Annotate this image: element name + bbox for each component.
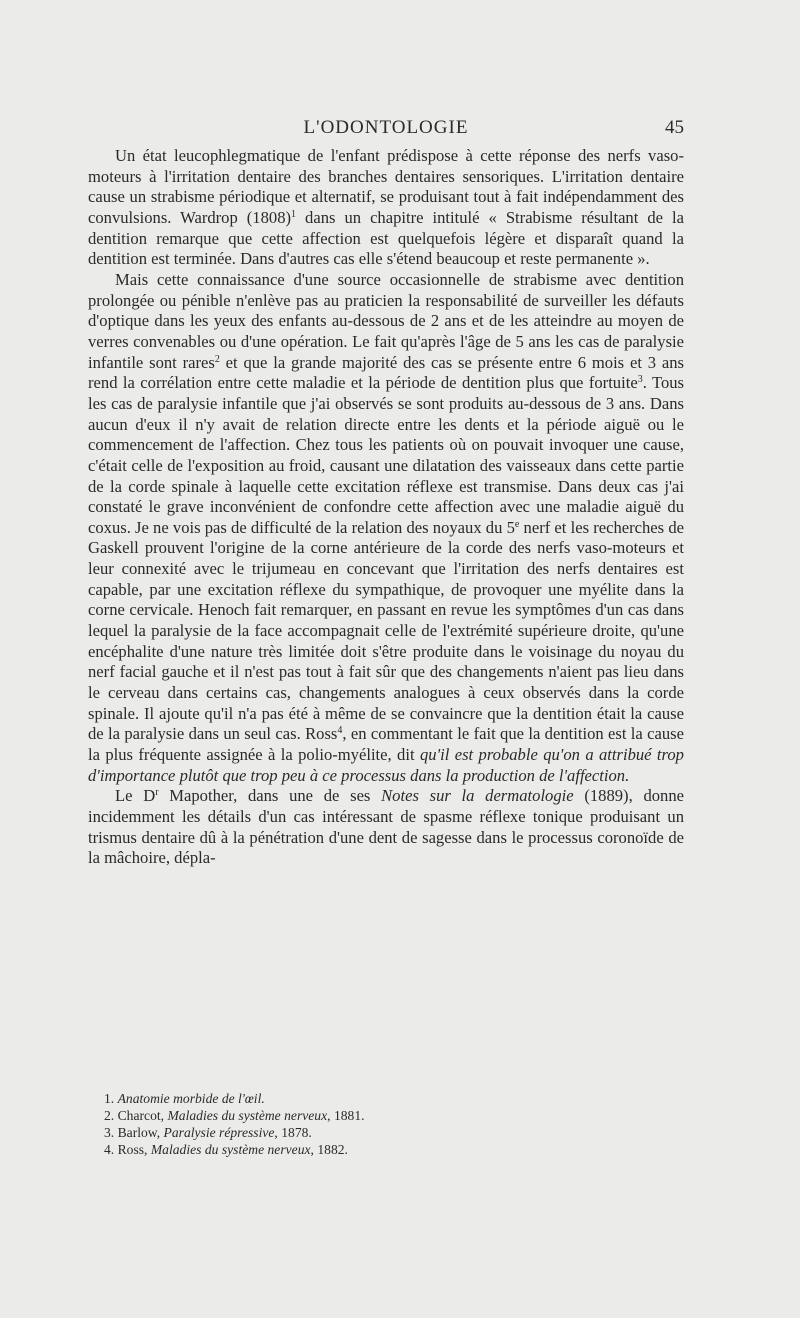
footnote-year: , 1878. (274, 1125, 312, 1140)
footnote-year: , 1881. (327, 1108, 365, 1123)
footnotes (104, 1090, 664, 1158)
text-run: , en commentant le fait que la dentition est la cause la plus fréquente assignée à la polio-myélite, dit (88, 724, 684, 765)
text-run: Mapother, dans une de ses (158, 786, 382, 806)
text-run: dans un chapitre intitulé « Strabisme résultant de la dentition remarque que cette affection est quelquefois légère et disparaît quand la dentition est terminée. Dans d'autres cas elle s'étend beaucoup et reste permanente ». (88, 207, 684, 269)
footnote-number: 4. (104, 1142, 115, 1157)
footnote-ref: 1 (291, 208, 297, 220)
page-header (88, 117, 684, 143)
footnote-number: 2. (104, 1108, 115, 1123)
footnote-title: Anatomie morbide de l'œil. (117, 1091, 265, 1106)
superscript: e (514, 518, 520, 530)
text-run: (1889), donne incidemment les détails d'un cas intéressant de spasme réflexe tonique produisant un trismus dentaire dû à la pénétration d'une dent de sagesse dans le processus coronoïde de la mâchoire, dépla- (88, 786, 684, 868)
footnote-ref: 4 (337, 725, 343, 737)
page-number: 45 (665, 117, 684, 138)
paragraph (88, 786, 684, 869)
footnote-ref: 2 (214, 353, 220, 365)
footnote-author: Charcot, (117, 1108, 168, 1123)
footnote-year: , 1882. (310, 1142, 348, 1157)
body-text (88, 146, 684, 869)
footnote-author: Ross, (117, 1142, 151, 1157)
text-run: nerf et les recherches de Gaskell prouvent l'origine de la corne antérieure de la corde des nerfs vaso-moteurs et leur connexité avec le trijumeau en concevant que l'irritation des nerfs dentaires est capable, par une excitation réflexe du sympathique, de provoquer une myélite dans la corne cervicale. Henoch fait remarquer, en passant en revue les symptômes d'un cas dans lequel la paralysie de la face accompagnait celle de l'extrémité supérieure droite, qu'une encéphalite d'une nature très limitée doit s'être produite dans le voisinage du noyau du nerf facial gauche et il n'est pas tout à fait sûr que des changements n'aient pas lieu dans le cerveau dans certains cas, changements analogues à ceux observés dans la corde spinale. Il ajoute qu'il n'a pas été à même de se convaincre que la dentition était la cause de la paralysie dans un seul cas. Ross (88, 517, 684, 744)
footnote-number: 3. (104, 1125, 115, 1140)
italic-title: Notes sur la dermatologie (381, 786, 574, 806)
footnote (104, 1107, 664, 1124)
footnote-number: 1. (104, 1091, 115, 1106)
footnote-ref: 3 (637, 374, 643, 386)
footnote (104, 1141, 664, 1158)
paragraph (88, 270, 684, 786)
text-run: . Tous les cas de paralysie infantile que j'ai observés se sont produits au-dessous de 3 ans. Dans aucun d'eux il n'y avait de relation directe entre les dents et la période aiguë ou le commencement de l'affection. Chez tous les patients où on pouvait invoquer une cause, c'était celle de l'exposition au froid, causant une dilatation des vaisseaux dans cette partie de la corde spinale à laquelle cette excitation réflexe est transmise. Dans deux cas j'ai constaté le grave inconvénient de confondre cette affection avec une maladie aiguë du coxus. Je ne vois pas de difficulté de la relation des noyaux du 5 (88, 373, 684, 537)
text-run: et que la grande majorité des cas se présente entre 6 mois et 3 ans rend la corrélation entre cette maladie et la période de dentition plus que fortuite (88, 352, 684, 393)
paragraph (88, 146, 684, 270)
footnote-title: Maladies du système nerveux (150, 1142, 311, 1157)
footnote (104, 1090, 664, 1107)
text-run: Le D (115, 786, 156, 806)
superscript: r (155, 787, 159, 799)
italic-quote: qu'il est probable qu'on a attribué trop d'importance plutôt que trop peu à ce processus dans la production de l'affection. (88, 745, 684, 785)
running-title: L'ODONTOLOGIE (303, 117, 469, 138)
footnote-title: Paralysie répressive (163, 1125, 275, 1140)
footnote-title: Maladies du système nerveux (167, 1108, 328, 1123)
text-run: Mais cette connaissance d'une source occasionnelle de strabisme avec dentition prolongée ou pénible n'enlève pas au praticien la responsabilité de surveiller les défauts d'optique dans les yeux des enfants au-dessous de 2 ans et de les atteindre au moyen de verres convenables ou d'une opération. Le fait qu'après l'âge de 5 ans les cas de paralysie infantile sont rares (88, 269, 684, 372)
footnote-author: Barlow, (117, 1125, 164, 1140)
footnote (104, 1124, 664, 1141)
text-run: Un état leucophlegmatique de l'enfant prédispose à cette réponse des nerfs vaso-moteurs à l'irritation dentaire des branches dentaires sensoriques. L'irritation dentaire cause un strabisme périodique et alternatif, se produisant tout à fait indépendamment des convulsions. Wardrop (1808) (88, 146, 684, 227)
